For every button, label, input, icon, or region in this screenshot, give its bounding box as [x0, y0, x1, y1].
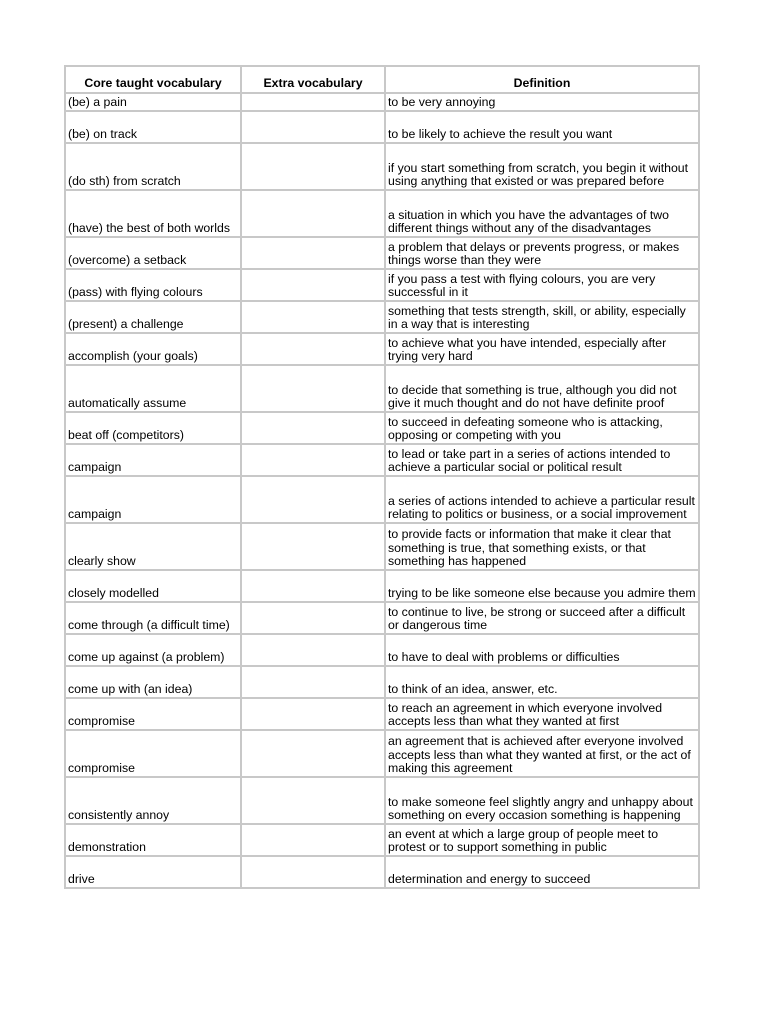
- definition-cell: something that tests strength, skill, or ability, especially in a way that is interesting: [386, 302, 700, 334]
- table-row: [66, 144, 700, 191]
- definition-cell: a series of actions intended to achieve a particular result relating to politics or business, or a social improvement: [386, 477, 700, 524]
- table-row: [66, 571, 700, 603]
- extra-cell: [242, 144, 386, 191]
- term-cell: (have) the best of both worlds: [66, 191, 242, 238]
- table-row: [66, 524, 700, 571]
- term-cell: campaign: [66, 477, 242, 524]
- definition-cell: to provide facts or information that make it clear that something is true, that something exists, or that something has happened: [386, 524, 700, 571]
- extra-cell: [242, 699, 386, 731]
- extra-cell: [242, 112, 386, 144]
- vocabulary-document: [64, 65, 698, 889]
- table-row: [66, 825, 700, 857]
- extra-cell: [242, 270, 386, 302]
- term-cell: (be) on track: [66, 112, 242, 144]
- term-cell: come up against (a problem): [66, 635, 242, 667]
- term-cell: come through (a difficult time): [66, 603, 242, 635]
- extra-cell: [242, 667, 386, 699]
- definition-cell: to have to deal with problems or difficulties: [386, 635, 700, 667]
- table-row: [66, 603, 700, 635]
- term-cell: beat off (competitors): [66, 413, 242, 445]
- table-row: [66, 334, 700, 366]
- term-cell: (overcome) a setback: [66, 238, 242, 270]
- term-cell: clearly show: [66, 524, 242, 571]
- extra-cell: [242, 413, 386, 445]
- term-cell: (pass) with flying colours: [66, 270, 242, 302]
- definition-cell: an agreement that is achieved after everyone involved accepts less than what they wanted at first, or the act of making this agreement: [386, 731, 700, 778]
- table-row: [66, 366, 700, 413]
- definition-cell: to be very annoying: [386, 94, 700, 112]
- term-cell: compromise: [66, 699, 242, 731]
- definition-cell: trying to be like someone else because you admire them: [386, 571, 700, 603]
- table-row: [66, 667, 700, 699]
- term-cell: drive: [66, 857, 242, 889]
- definition-cell: if you start something from scratch, you begin it without using anything that existed or was prepared before: [386, 144, 700, 191]
- table-row: [66, 477, 700, 524]
- term-cell: closely modelled: [66, 571, 242, 603]
- extra-cell: [242, 366, 386, 413]
- table-row: [66, 302, 700, 334]
- definition-cell: to be likely to achieve the result you want: [386, 112, 700, 144]
- extra-cell: [242, 635, 386, 667]
- table-row: [66, 857, 700, 889]
- table-row: [66, 94, 700, 112]
- term-cell: campaign: [66, 445, 242, 477]
- extra-cell: [242, 94, 386, 112]
- table-row: [66, 731, 700, 778]
- term-cell: automatically assume: [66, 366, 242, 413]
- term-cell: accomplish (your goals): [66, 334, 242, 366]
- table-row: [66, 191, 700, 238]
- definition-cell: a problem that delays or prevents progress, or makes things worse than they were: [386, 238, 700, 270]
- term-cell: (be) a pain: [66, 94, 242, 112]
- definition-cell: to make someone feel slightly angry and unhappy about something on every occasion something is happening: [386, 778, 700, 825]
- extra-cell: [242, 825, 386, 857]
- extra-cell: [242, 857, 386, 889]
- extra-cell: [242, 445, 386, 477]
- term-cell: come up with (an idea): [66, 667, 242, 699]
- header-core-vocabulary: Core taught vocabulary: [66, 67, 242, 94]
- definition-cell: an event at which a large group of people meet to protest or to support something in public: [386, 825, 700, 857]
- header-extra-vocabulary: Extra vocabulary: [242, 67, 386, 94]
- table-row: [66, 413, 700, 445]
- extra-cell: [242, 731, 386, 778]
- term-cell: (do sth) from scratch: [66, 144, 242, 191]
- table-row: [66, 112, 700, 144]
- extra-cell: [242, 571, 386, 603]
- term-cell: (present) a challenge: [66, 302, 242, 334]
- extra-cell: [242, 238, 386, 270]
- definition-cell: to think of an idea, answer, etc.: [386, 667, 700, 699]
- table-row: [66, 238, 700, 270]
- term-cell: consistently annoy: [66, 778, 242, 825]
- extra-cell: [242, 334, 386, 366]
- extra-cell: [242, 191, 386, 238]
- definition-cell: to lead or take part in a series of actions intended to achieve a particular social or political result: [386, 445, 700, 477]
- extra-cell: [242, 778, 386, 825]
- definition-cell: to reach an agreement in which everyone involved accepts less than what they wanted at first: [386, 699, 700, 731]
- header-definition: Definition: [386, 67, 700, 94]
- term-cell: demonstration: [66, 825, 242, 857]
- definition-cell: determination and energy to succeed: [386, 857, 700, 889]
- definition-cell: to continue to live, be strong or succeed after a difficult or dangerous time: [386, 603, 700, 635]
- table-row: [66, 270, 700, 302]
- definition-cell: to succeed in defeating someone who is attacking, opposing or competing with you: [386, 413, 700, 445]
- extra-cell: [242, 603, 386, 635]
- table-row: [66, 445, 700, 477]
- table-header-row: [66, 67, 700, 94]
- extra-cell: [242, 524, 386, 571]
- definition-cell: if you pass a test with flying colours, you are very successful in it: [386, 270, 700, 302]
- definition-cell: a situation in which you have the advantages of two different things without any of the disadvantages: [386, 191, 700, 238]
- extra-cell: [242, 477, 386, 524]
- definition-cell: to achieve what you have intended, especially after trying very hard: [386, 334, 700, 366]
- table-row: [66, 635, 700, 667]
- term-cell: compromise: [66, 731, 242, 778]
- table-row: [66, 699, 700, 731]
- extra-cell: [242, 302, 386, 334]
- definition-cell: to decide that something is true, although you did not give it much thought and do not have definite proof: [386, 366, 700, 413]
- vocabulary-table: [64, 65, 700, 889]
- table-row: [66, 778, 700, 825]
